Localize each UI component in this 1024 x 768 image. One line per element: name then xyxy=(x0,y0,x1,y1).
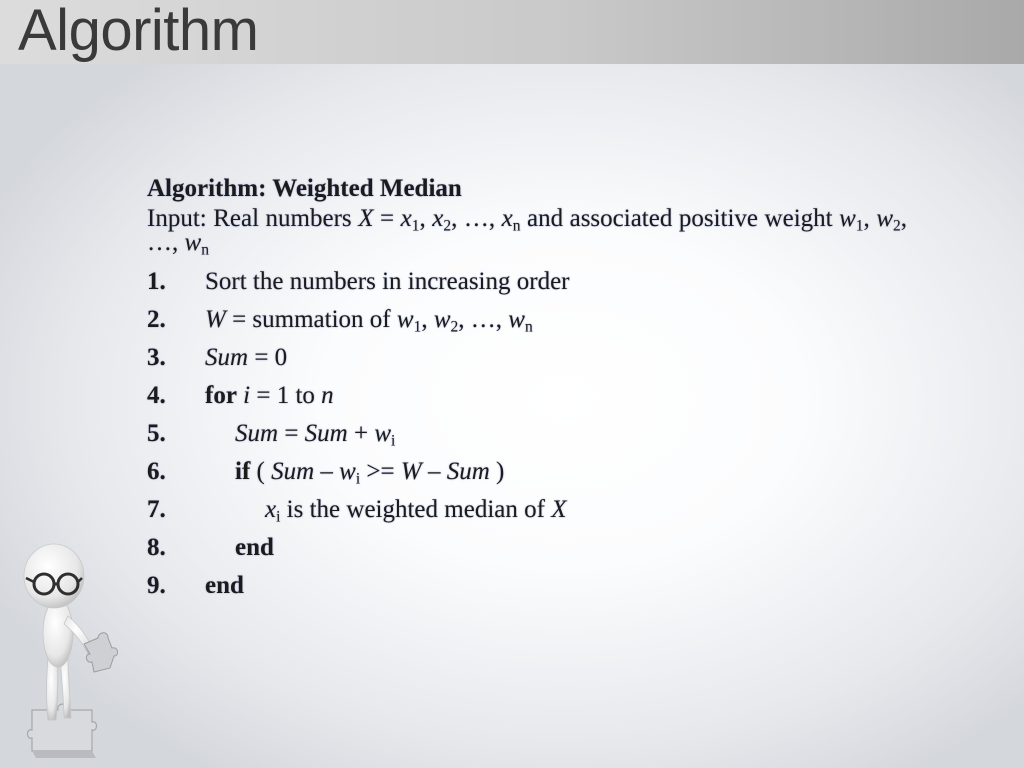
step-text: end xyxy=(205,572,244,599)
algorithm-steps xyxy=(147,269,907,611)
step-text: end xyxy=(235,534,274,561)
step-text: Sum = 0 xyxy=(205,344,288,371)
step-9 xyxy=(147,573,907,611)
step-number: 8. xyxy=(147,534,166,561)
mascot-with-puzzle-illustration xyxy=(18,538,118,768)
step-text: W = summation of $w_1$, $w_2$, …, $w_n$ xyxy=(205,306,533,336)
step-number: 9. xyxy=(147,572,166,599)
step-2 xyxy=(147,307,907,345)
step-3 xyxy=(147,345,907,383)
step-4 xyxy=(147,383,907,421)
step-7 xyxy=(147,497,907,535)
step-text: Sort the numbers in increasing order xyxy=(205,268,570,295)
slide-title: Algorithm xyxy=(18,0,259,63)
step-number: 5. xyxy=(147,420,166,447)
step-number: 3. xyxy=(147,344,166,371)
step-text: for i = 1 to n xyxy=(205,382,334,409)
step-number: 6. xyxy=(147,458,166,485)
algorithm-block xyxy=(147,174,907,611)
step-8 xyxy=(147,535,907,573)
step-5 xyxy=(147,421,907,459)
step-number: 2. xyxy=(147,306,166,333)
algorithm-title: Algorithm: Weighted Median xyxy=(147,175,462,202)
step-text: $x_i$ is the weighted median of X xyxy=(265,496,567,526)
step-6 xyxy=(147,459,907,497)
step-number: 1. xyxy=(147,268,166,295)
title-bar xyxy=(0,0,1024,64)
step-number: 4. xyxy=(147,382,166,409)
step-text: Sum = Sum + $w_i$ xyxy=(235,420,396,450)
step-text: if ( Sum – $w_i >= W$ – Sum ) xyxy=(235,458,505,488)
step-1 xyxy=(147,269,907,307)
step-number: 7. xyxy=(147,496,166,523)
algorithm-input: Input: Real numbers $X = x_1$, $x_2$, …, $x_n$ and associated positive weight $w_1$, $w_2$, …, $w_n$ xyxy=(147,205,907,259)
